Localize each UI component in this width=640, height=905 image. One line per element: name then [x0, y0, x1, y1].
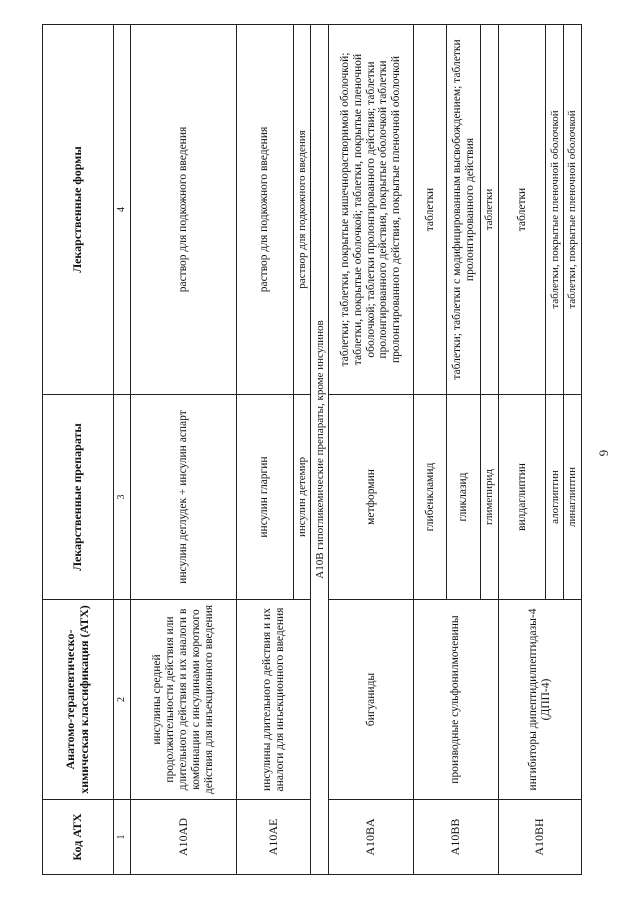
drug-form: таблетки; таблетки, покрытые кишечнорастворимой оболочкой; таблетки, покрытые оболочкой; таблетки, покрытые пленочной оболочкой; таблетки пролонгированного действия; таблетки пролонгированного действия, покрытые оболочкой таблетки пролонгированного действия, покрытые пленочной оболочкой	[329, 25, 414, 395]
drug-form: таблетки, покрытые пленочной оболочкой	[564, 25, 582, 395]
atc-class: инсулины средней продолжительности действия или длительного действия и их аналоги в комбинации с инсулинами короткого действия для инъекционного введения	[131, 600, 237, 800]
atc-code: A10BA	[329, 800, 414, 875]
drug-name: глибенкламид	[413, 395, 447, 600]
header-class: Анатомо-терапевтическо-химическая классификация (АТХ)	[43, 600, 114, 800]
drug-form: таблетки, покрытые пленочной оболочкой	[546, 25, 564, 395]
header-row	[43, 25, 114, 875]
drug-form: раствор для подкожного введения	[131, 25, 237, 395]
atc-code: A10BB	[413, 800, 498, 875]
table-row-a10ae	[236, 25, 293, 875]
drug-name: глимепирид	[481, 395, 499, 600]
table-row-a10bb	[413, 25, 447, 875]
atc-code: A10AE	[236, 800, 311, 875]
drug-form: таблетки	[481, 25, 499, 395]
header-drugs: Лекарственные препараты	[43, 395, 114, 600]
drug-name: вилдаглиптин	[498, 395, 546, 600]
col-number: 4	[113, 25, 130, 395]
header-code: Код АТХ	[43, 800, 114, 875]
drug-name: инсулин деглудек + инсулин аспарт	[131, 395, 237, 600]
atc-class: инсулины длительного действия и их аналоги для инъекционного введения	[236, 600, 311, 800]
atc-code: A10BH	[498, 800, 581, 875]
table-row-a10ad	[131, 25, 237, 875]
drug-name: линаглиптин	[564, 395, 582, 600]
table-row-a10bh	[498, 25, 546, 875]
drug-form: раствор для подкожного введения	[236, 25, 293, 395]
page-number: 6	[595, 449, 611, 457]
drug-name: гликлазид	[447, 395, 481, 600]
atc-class: ингибиторы дипептидилпептидазы-4 (ДПП-4)	[498, 600, 581, 800]
rotated-table-wrapper	[42, 25, 582, 875]
drug-form: таблетки	[498, 25, 546, 395]
drug-name: алоглиптин	[546, 395, 564, 600]
col-number: 3	[113, 395, 130, 600]
group-row-a10b	[311, 25, 329, 875]
drug-name: инсулин детемир	[293, 395, 311, 600]
col-number: 2	[113, 600, 130, 800]
drug-table	[42, 24, 582, 875]
header-forms: Лекарственные формы	[43, 25, 114, 395]
drug-form: таблетки	[413, 25, 447, 395]
col-number: 1	[113, 800, 130, 875]
atc-class: бигуаниды	[329, 600, 414, 800]
drug-name: метформин	[329, 395, 414, 600]
group-title: A10B гипогликемические препараты, кроме инсулинов	[311, 25, 329, 875]
drug-name: инсулин гларгин	[236, 395, 293, 600]
column-number-row	[113, 25, 130, 875]
drug-form: таблетки; таблетки с модифицированным высвобождением; таблетки пролонгированного действия	[447, 25, 481, 395]
drug-form: раствор для подкожного введения	[293, 25, 311, 395]
atc-code: A10AD	[131, 800, 237, 875]
table-row-a10ba	[329, 25, 414, 875]
atc-class: производные сульфонилмочевины	[413, 600, 498, 800]
